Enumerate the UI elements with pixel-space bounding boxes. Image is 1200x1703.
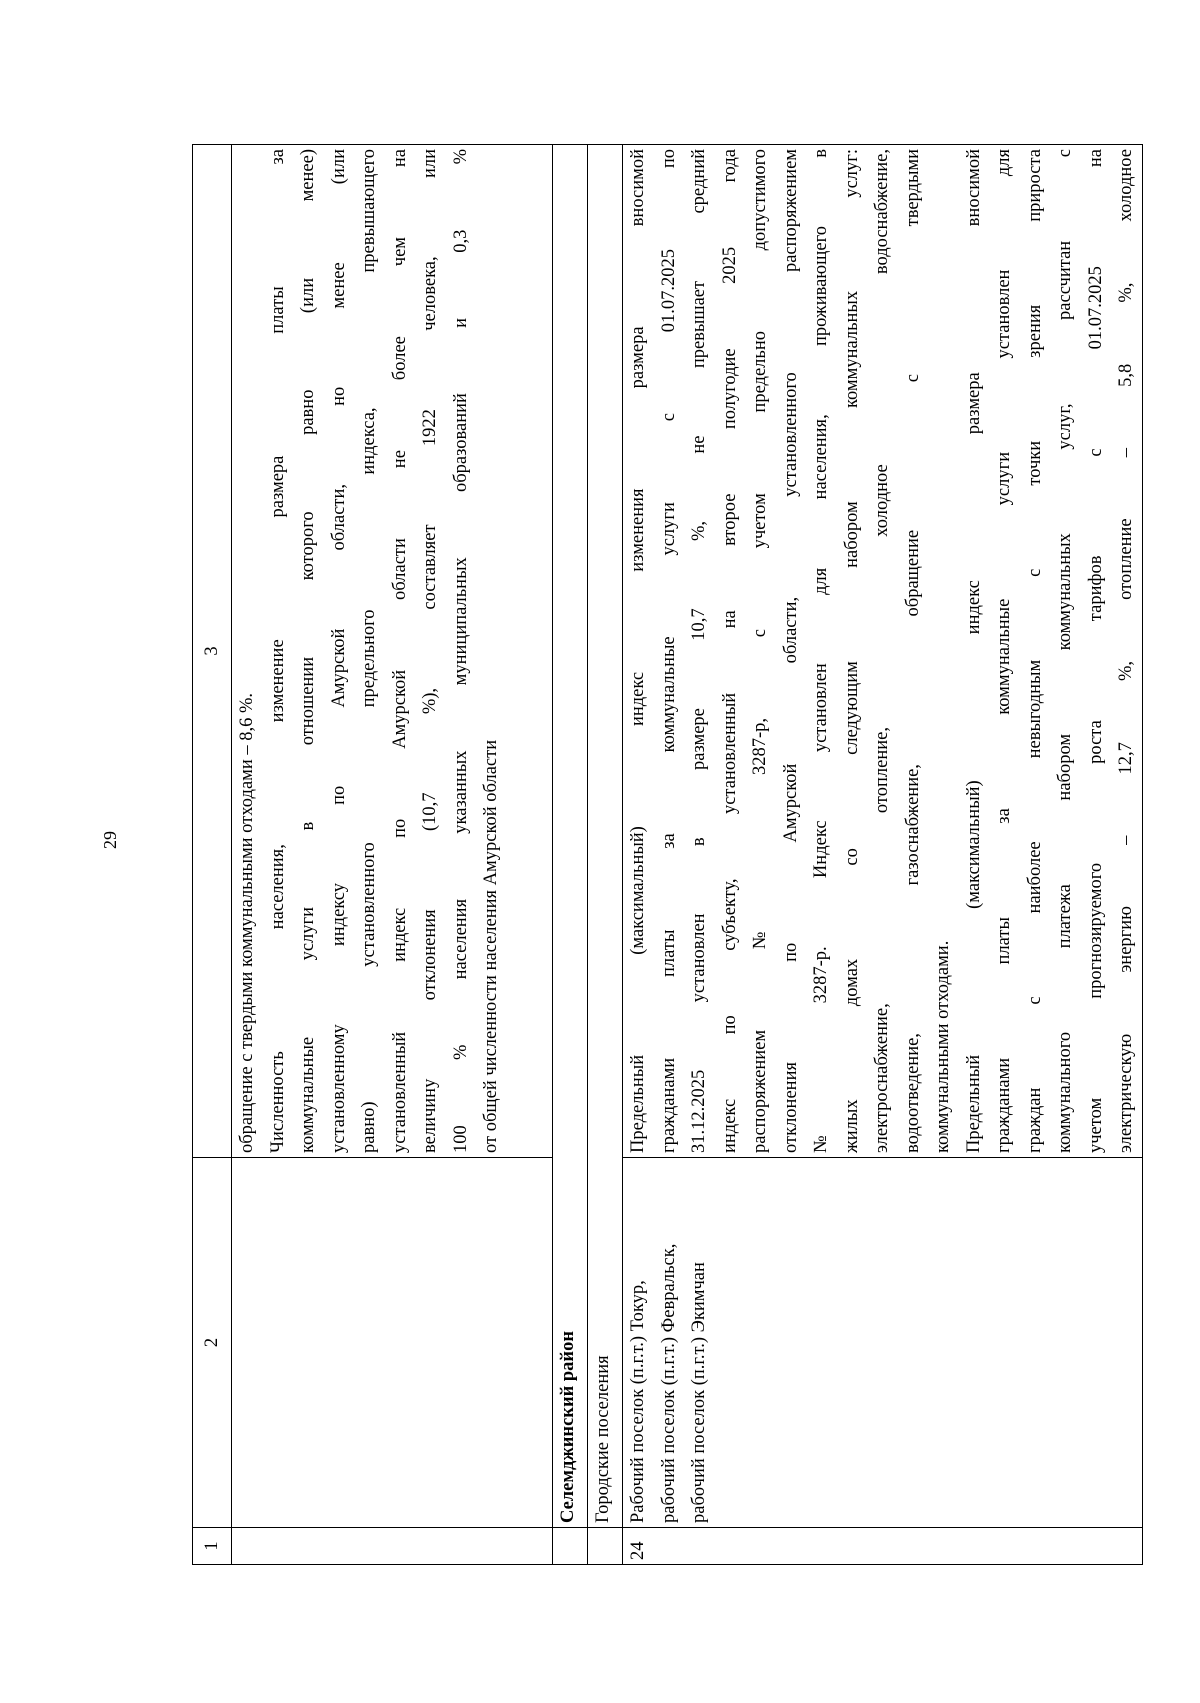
text-line: от общей численности населения Амурской области (481, 739, 501, 1153)
continuation-col-1 (232, 1528, 553, 1565)
text-line: Предельный (максимальный) индекс изменения размера вносимой (628, 149, 648, 1153)
settlement-line: Рабочий поселок (п.г.т.) Токур, (628, 1280, 648, 1523)
continuation-col-2 (232, 1158, 553, 1528)
text-line: гражданами платы за коммунальные услуги с 01.07.2025 по (658, 149, 679, 1153)
header-col-1: 1 (193, 1528, 232, 1565)
text-line: 100 % населения указанных муниципальных образований и 0,3 % (450, 149, 471, 1153)
text-line: водоотведение, газоснабжение, обращение с твердыми (902, 149, 923, 1153)
text-line: величину отклонения (10,7 %), составляет 1922 человека, или (420, 149, 440, 1153)
text-line: гражданами платы за коммунальные услуги установлен для (994, 149, 1014, 1153)
text-line: коммунальными отходами. (933, 940, 953, 1153)
district-col-1 (553, 1528, 588, 1565)
text-line: граждан с наиболее невыгодным с точки зрения прироста (1024, 149, 1045, 1153)
table-row (623, 145, 1143, 1565)
text-line: отклонения по Амурской области, установленного распоряжением (780, 149, 801, 1153)
page-number: 29 (100, 831, 120, 849)
text-line: установленному индексу по Амурской области, но менее (или (328, 149, 349, 1153)
settlement-col-1 (588, 1528, 623, 1565)
district-name: Селемджинский район (553, 145, 588, 1528)
table-header-row (193, 145, 232, 1565)
text-line: учетом прогнозируемого роста тарифов с 01.07.2025 на (1085, 149, 1106, 1153)
landscape-content (192, 145, 1136, 1565)
text-line: коммунальные услуги в отношении которого равно (или менее) (298, 149, 318, 1153)
row-description (623, 145, 1143, 1158)
header-col-2: 2 (193, 1158, 232, 1528)
text-line: № 3287-р. Индекс установлен для населения, проживающего в (811, 149, 831, 1153)
district-row (553, 145, 588, 1565)
settlement-type-row (588, 145, 623, 1565)
text-line: электроснабжение, отопление, холодное водоснабжение, (872, 149, 892, 1153)
text-line: 31.12.2025 установлен в размере 10,7 %, не превышает средний (689, 149, 709, 1153)
text-line: индекс по субъекту, установленный на второе полугодие 2025 года (719, 149, 740, 1153)
indices-table (192, 144, 1143, 1565)
text-line: равно) установленного предельного индекса, превышающего (359, 149, 379, 1153)
text-line: установленный индекс по Амурской области не более чем на (389, 149, 410, 1153)
text-line: коммунального платежа набором коммунальных услуг, рассчитан с (1055, 149, 1075, 1153)
text-line: Численность населения, изменение размера платы за (267, 149, 288, 1153)
text-line: электрическую энергию – 12,7 %, отопление – 5,8 %, холодное (1116, 149, 1136, 1153)
row-number: 24 (623, 1528, 1143, 1565)
text-line: Предельный (максимальный) индекс размера вносимой (963, 149, 984, 1153)
text-line: жилых домах со следующим набором коммунальных услуг: (841, 149, 862, 1153)
rotated-page (192, 145, 1136, 1565)
settlement-line: рабочий поселок (п.г.т.) Февральск, (658, 1243, 679, 1523)
row-settlements (623, 1158, 1143, 1528)
settlement-type: Городские поселения (588, 145, 623, 1528)
header-col-3: 3 (193, 145, 232, 1158)
text-line: обращение с твердыми коммунальными отходами – 8,6 %. (237, 692, 257, 1153)
settlement-line: рабочий поселок (п.г.т.) Экимчан (689, 1262, 709, 1523)
continuation-row (232, 145, 553, 1565)
continuation-col-3 (232, 145, 553, 1158)
text-line: распоряжением № 3287-р, с учетом предельно допустимого (750, 149, 770, 1153)
